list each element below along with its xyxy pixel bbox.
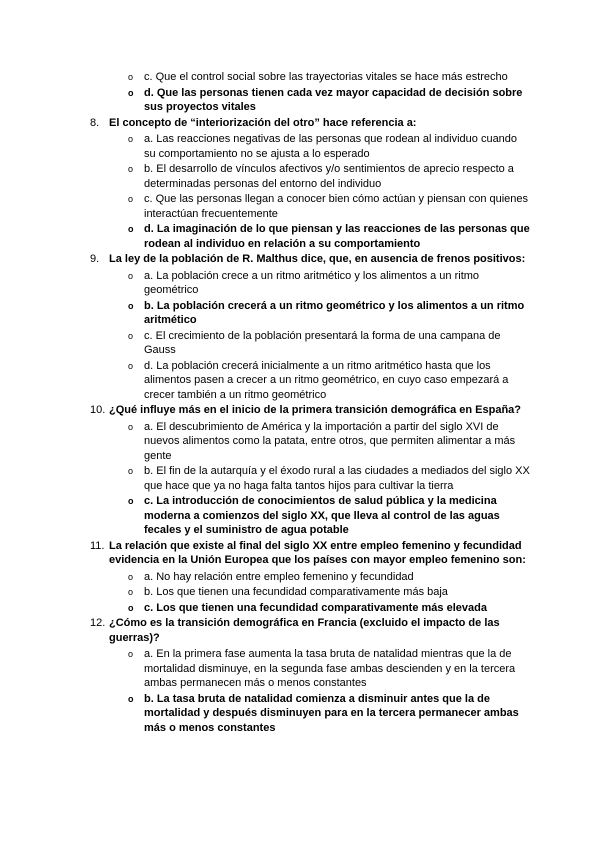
question-10 xyxy=(90,403,530,538)
question-heading xyxy=(90,403,530,418)
option-text: b. Los que tienen una fecundidad comparativamente más baja xyxy=(144,586,448,598)
question-options xyxy=(90,420,530,538)
question-8 xyxy=(90,116,530,252)
option-item-answer xyxy=(90,222,530,251)
option-item-answer xyxy=(90,601,530,616)
option-text: c. El crecimiento de la población presentará la forma de una campana de Gauss xyxy=(144,329,501,356)
option-text: a. En la primera fase aumenta la tasa bruta de natalidad mientras que la de mortalidad disminuye, en la segunda fase ambas descienden y en la tercera ambas permanecen más o menos constantes xyxy=(144,648,516,689)
circle-bullet-icon: o xyxy=(128,693,134,704)
option-text: c. Que las personas llegan a conocer bien cómo actúan y piensan con quienes interactúan frecuentemente xyxy=(144,193,529,220)
option-text: b. La tasa bruta de natalidad comienza a disminuir antes que la de mortalidad y después disminuyen para en la tercera permanecer ambas más o menos constantes xyxy=(144,692,519,734)
option-text: d. La población crecerá inicialmente a un ritmo aritmético hasta que los alimentos pasen a crecer a un ritmo geométrico, en cuyo caso empezará a crecer también a un ritmo geométrico xyxy=(144,359,509,401)
question-options xyxy=(90,647,530,735)
circle-bullet-icon: o xyxy=(128,134,134,144)
question-options xyxy=(90,132,530,251)
circle-bullet-icon: o xyxy=(128,587,134,597)
option-item-answer xyxy=(90,299,530,328)
option-item xyxy=(90,464,530,493)
question-number: 11. xyxy=(90,539,105,552)
option-text: a. No hay relación entre empleo femenino y fecundidad xyxy=(144,570,414,583)
question-text: La relación que existe al final del siglo XX entre empleo femenino y fecundidad evidencia en la Unión Europea que los países con mayor empleo femenino son: xyxy=(109,539,526,566)
option-text: d. Que las personas tienen cada vez mayor capacidad de decisión sobre sus proyectos vitales xyxy=(144,86,523,113)
option-text: d. La imaginación de lo que piensan y las reacciones de las personas que rodean al individuo en relación a su comportamiento xyxy=(144,223,530,250)
option-item xyxy=(90,329,530,358)
option-item xyxy=(90,585,530,600)
option-text: b. El desarrollo de vínculos afectivos y/o sentimientos de aprecio respecto a determinadas personas del entorno del individuo xyxy=(144,163,514,190)
circle-bullet-icon: o xyxy=(128,72,134,82)
question-heading xyxy=(90,616,530,645)
question-number: 10. xyxy=(90,404,106,416)
question-text: ¿Qué influye más en el inicio de la primera transición demográfica en España? xyxy=(109,404,522,416)
circle-bullet-icon: o xyxy=(128,87,134,98)
circle-bullet-icon: o xyxy=(128,649,134,659)
circle-bullet-icon: o xyxy=(128,224,134,234)
circle-bullet-icon: o xyxy=(128,421,134,432)
option-text: b. El fin de la autarquía y el éxodo rural a las ciudades a mediados del siglo XX que hace que ya no haga falta tantos hijos para cultivar la tierra xyxy=(144,465,530,492)
question-heading xyxy=(90,539,530,568)
circle-bullet-icon: o xyxy=(128,602,134,613)
top-options xyxy=(90,70,530,115)
question-12 xyxy=(90,616,530,735)
question-number: 9. xyxy=(90,253,100,265)
question-number: 8. xyxy=(90,116,100,129)
question-options xyxy=(90,269,530,403)
questions-list xyxy=(90,70,530,736)
option-text: a. Las reacciones negativas de las personas que rodean al individuo cuando su comportamiento no se ajusta a lo esperado xyxy=(144,133,518,160)
option-item xyxy=(90,132,530,161)
option-item-answer xyxy=(90,692,530,736)
question-number: 12. xyxy=(90,617,106,629)
option-text: c. Los que tienen una fecundidad comparativamente más elevada xyxy=(144,601,487,614)
option-text: c. Que el control social sobre las trayectorias vitales se hace más estrecho xyxy=(144,71,508,83)
option-item xyxy=(90,359,530,403)
circle-bullet-icon: o xyxy=(128,360,134,371)
question-9 xyxy=(90,252,530,402)
option-item xyxy=(90,647,530,691)
circle-bullet-icon: o xyxy=(128,270,134,281)
circle-bullet-icon: o xyxy=(128,300,134,311)
option-item xyxy=(90,420,530,464)
circle-bullet-icon: o xyxy=(128,164,134,174)
option-item xyxy=(90,162,530,191)
option-item-answer xyxy=(90,86,530,115)
question-text: La ley de la población de R. Malthus dice, que, en ausencia de frenos positivos: xyxy=(109,253,526,265)
option-item xyxy=(90,570,530,585)
question-11 xyxy=(90,539,530,616)
question-heading xyxy=(90,252,530,267)
circle-bullet-icon: o xyxy=(128,571,134,582)
option-text: a. La población crece a un ritmo aritmético y los alimentos a un ritmo geométrico xyxy=(144,269,480,296)
option-text: a. El descubrimiento de América y la importación a partir del siglo XVI de nuevos alimentos como la patata, entre otros, que permiten alimentar a más gente xyxy=(144,420,516,462)
circle-bullet-icon: o xyxy=(128,496,134,506)
option-text: b. La población crecerá a un ritmo geométrico y los alimentos a un ritmo aritmético xyxy=(144,299,525,326)
option-item xyxy=(90,269,530,298)
question-text: ¿Cómo es la transición demográfica en Francia (excluido el impacto de las guerras)? xyxy=(109,617,500,644)
option-item xyxy=(90,192,530,221)
question-heading xyxy=(90,116,530,131)
option-item xyxy=(90,70,530,85)
question-text: El concepto de “interiorización del otro” hace referencia a: xyxy=(109,116,417,129)
circle-bullet-icon: o xyxy=(128,466,134,476)
circle-bullet-icon: o xyxy=(128,330,134,341)
option-item-answer xyxy=(90,494,530,538)
option-text: c. La introducción de conocimientos de salud pública y la medicina moderna a comienzos del siglo XX, que lleva al control de las aguas fecales y el suministro de agua potable xyxy=(144,495,500,536)
question-options xyxy=(90,570,530,616)
circle-bullet-icon: o xyxy=(128,194,134,204)
